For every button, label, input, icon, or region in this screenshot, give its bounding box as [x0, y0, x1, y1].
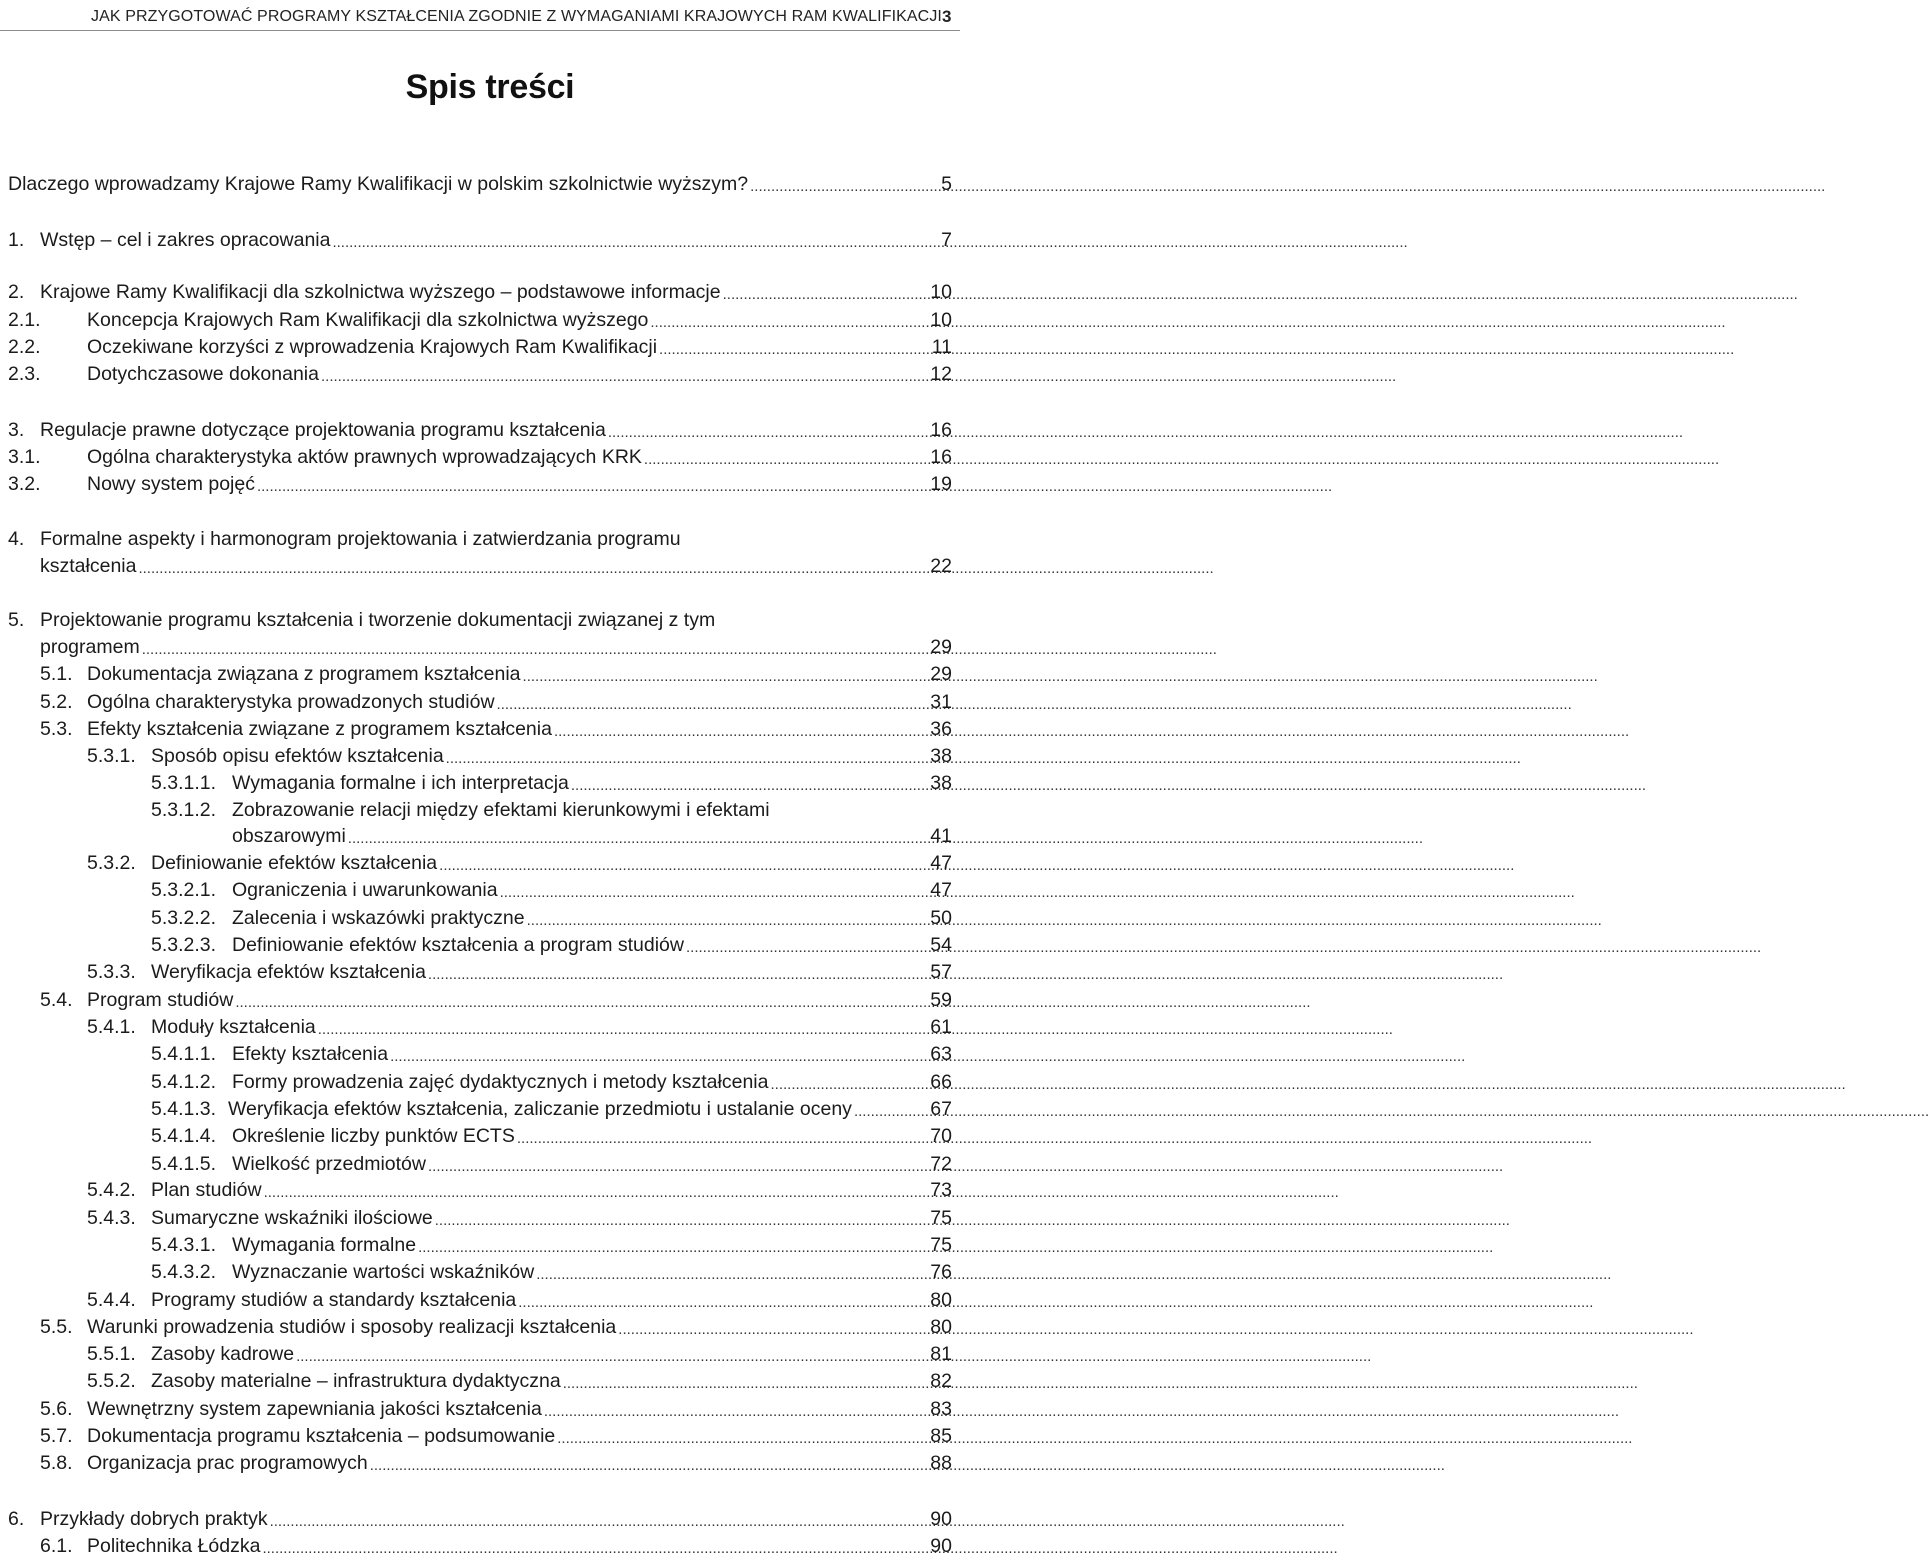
toc-dot-leader	[270, 1512, 930, 1532]
toc-entry-title: obszarowymi	[232, 825, 346, 847]
toc-entry-title: Ogólna charakterystyka prowadzonych studiów	[87, 691, 495, 713]
toc-entry-page: 66	[930, 1071, 952, 1093]
toc-entry[interactable]	[40, 1533, 952, 1559]
toc-entry[interactable]	[40, 1396, 952, 1422]
toc-dot-leader	[644, 450, 929, 470]
toc-entry-page: 80	[930, 1316, 952, 1338]
toc-entry-page: 76	[930, 1261, 952, 1283]
toc-entry-page: 88	[930, 1452, 952, 1474]
toc-dot-leader	[544, 1402, 929, 1422]
toc-entry[interactable]	[8, 361, 952, 387]
toc-entry-number: 5.3.2.2.	[151, 907, 217, 929]
toc-entry-title: Dokumentacja związana z programem kształcenia	[87, 663, 521, 685]
toc-dot-leader	[571, 776, 929, 796]
toc-entry-number: 3.2.	[8, 473, 41, 495]
toc-entry-number: 5.4.4.	[87, 1289, 136, 1311]
toc-entry[interactable]	[151, 1232, 952, 1258]
toc-entry[interactable]	[151, 1123, 952, 1149]
toc-entry-title: Regulacje prawne dotyczące projektowania programu kształcenia	[40, 419, 606, 441]
toc-entry-page: 81	[930, 1343, 952, 1365]
toc-entry-number: 5.8.	[40, 1452, 73, 1474]
toc-dot-leader	[296, 1347, 929, 1367]
toc-entry-title: Ogólna charakterystyka aktów prawnych wprowadzających KRK	[87, 446, 642, 468]
toc-entry-title: Programy studiów a standardy kształcenia	[151, 1289, 517, 1311]
toc-entry-title: Dotychczasowe dokonania	[87, 363, 319, 385]
toc-entry-page: 31	[930, 691, 952, 713]
toc-entry-number: 5.3.1.	[87, 745, 136, 767]
toc-entry[interactable]	[87, 1287, 952, 1313]
toc-entry-number: 5.4.3.1.	[151, 1234, 217, 1256]
toc-entry-title: Politechnika Łódzka	[87, 1535, 261, 1557]
toc-entry-page: 54	[930, 934, 952, 956]
toc-entry-page: 10	[930, 309, 952, 331]
toc-entry-page: 36	[930, 718, 952, 740]
toc-entry-page: 47	[930, 852, 952, 874]
toc-entry-number: 5.4.1.4.	[151, 1125, 217, 1147]
toc-entry-title: Efekty kształcenia związane z programem kształcenia	[87, 718, 552, 740]
toc-entry[interactable]	[8, 307, 952, 333]
toc-entry[interactable]	[87, 959, 952, 985]
toc-entry-number: 5.3.3.	[87, 961, 136, 983]
toc-entry-number: 5.4.2.	[87, 1179, 136, 1201]
toc-entry-number: 5.3.2.3.	[151, 934, 217, 956]
toc-entry-number: 5.5.	[40, 1316, 73, 1338]
toc-entry-title: Moduły kształcenia	[151, 1016, 316, 1038]
toc-entry-number: 5.4.3.	[87, 1207, 136, 1229]
toc-entry-number: 5.5.1.	[87, 1343, 136, 1365]
toc-entry-page: 10	[930, 281, 952, 303]
toc-entry-title: Wielkość przedmiotów	[232, 1153, 426, 1175]
toc-entry-title: Formalne aspekty i harmonogram projektowania i zatwierdzania programu	[40, 528, 681, 550]
toc-entry[interactable]	[151, 1069, 952, 1095]
toc-entry-title: Koncepcja Krajowych Ram Kwalifikacji dla szkolnictwa wyższego	[87, 309, 649, 331]
toc-entry-page: 38	[930, 772, 952, 794]
toc-dot-leader	[264, 1183, 930, 1203]
toc-entry-title: Sposób opisu efektów kształcenia	[151, 745, 444, 767]
toc-entry[interactable]	[151, 770, 952, 796]
toc-dot-leader	[686, 938, 929, 958]
toc-dot-leader	[750, 177, 940, 197]
toc-entry-number: 2.3.	[8, 363, 41, 385]
toc-dot-leader	[557, 1429, 929, 1449]
toc-entry-number: 5.3.2.1.	[151, 879, 217, 901]
toc-entry-number: 2.1.	[8, 309, 41, 331]
toc-entry-page: 70	[930, 1125, 952, 1147]
toc-entry-title: Określenie liczby punktów ECTS	[232, 1125, 515, 1147]
toc-entry[interactable]	[151, 877, 952, 903]
toc-dot-leader	[723, 285, 930, 305]
toc-dot-leader	[517, 1129, 929, 1149]
toc-entry-page: 7	[941, 229, 952, 251]
toc-entry-number: 2.	[8, 281, 25, 303]
toc-entry-number: 5.2.	[40, 691, 73, 713]
toc-dot-leader	[523, 667, 930, 687]
toc-entry-page: 90	[930, 1535, 952, 1557]
toc-dot-leader	[390, 1047, 929, 1067]
toc-entry-number: 5.3.2.	[87, 852, 136, 874]
toc-entry-page: 67	[930, 1098, 952, 1120]
toc-entry-title: Projektowanie programu kształcenia i tworzenie dokumentacji związanej z tym	[40, 609, 716, 631]
toc-entry-title: Sumaryczne wskaźniki ilościowe	[151, 1207, 433, 1229]
toc-entry-number: 5.4.1.5.	[151, 1153, 217, 1175]
toc-entry-number: 5.4.1.3.	[151, 1098, 217, 1120]
toc-dot-leader	[608, 423, 929, 443]
toc-dot-leader	[428, 1157, 929, 1177]
toc-dot-leader	[497, 695, 930, 715]
toc-entry-title: Organizacja prac programowych	[87, 1452, 368, 1474]
toc-entry[interactable]	[151, 905, 952, 931]
toc-entry-page: 29	[930, 663, 952, 685]
toc-entry-number: 5.4.1.	[87, 1016, 136, 1038]
toc-dot-leader	[527, 911, 930, 931]
toc-entry[interactable]	[87, 1368, 952, 1394]
toc-dot-leader	[370, 1456, 930, 1476]
toc-entry[interactable]	[8, 1506, 952, 1532]
toc-entry-page: 75	[930, 1234, 952, 1256]
toc-dot-leader	[257, 477, 929, 497]
toc-entry[interactable]	[8, 471, 952, 497]
toc-entry[interactable]	[232, 823, 952, 849]
toc-entry[interactable]	[151, 1041, 952, 1067]
running-title: JAK PRZYGOTOWAĆ PROGRAMY KSZTAŁCENIA ZGODNIE Z WYMAGANIAMI KRAJOWYCH RAM KWALIFIKACJI	[91, 8, 942, 25]
toc-entry-page: 29	[930, 636, 952, 658]
toc-dot-leader	[518, 1293, 929, 1313]
toc-entry-page: 19	[930, 473, 952, 495]
toc-entry-number: 6.1.	[40, 1535, 73, 1557]
toc-entry-number: 5.3.1.1.	[151, 772, 217, 794]
page-title: Spis treści	[405, 68, 575, 106]
toc-entry-title: Przykłady dobrych praktyk	[40, 1508, 268, 1530]
toc-entry-title: Efekty kształcenia	[232, 1043, 389, 1065]
toc-entry[interactable]	[40, 553, 952, 579]
toc-dot-leader	[262, 1539, 929, 1559]
toc-dot-leader	[428, 965, 929, 985]
toc-entry-number: 5.5.2.	[87, 1370, 136, 1392]
toc-entry-number: 4.	[8, 528, 25, 550]
toc-entry[interactable]	[151, 1096, 952, 1122]
toc-dot-leader	[500, 883, 930, 903]
toc-dot-leader	[659, 340, 931, 360]
toc-entry[interactable]	[40, 1423, 952, 1449]
toc-entry-title: Definiowanie efektów kształcenia a program studiów	[232, 934, 684, 956]
toc-entry-page: 16	[930, 419, 952, 441]
toc-entry-number: 5.7.	[40, 1425, 73, 1447]
toc-entry-title: Wyznaczanie wartości wskaźników	[232, 1261, 535, 1283]
toc-entry[interactable]	[40, 1450, 952, 1476]
toc-entry-page: 57	[930, 961, 952, 983]
toc-entry-number: 5.4.1.2.	[151, 1071, 217, 1093]
toc-dot-leader	[618, 1320, 929, 1340]
toc-entry-number: 1.	[8, 229, 25, 251]
toc-entry[interactable]	[87, 1341, 952, 1367]
toc-entry-page: 72	[930, 1153, 952, 1175]
toc-entry-page: 73	[930, 1179, 952, 1201]
toc-entry[interactable]	[87, 1205, 952, 1231]
toc-entry[interactable]	[8, 334, 952, 360]
toc-dot-leader	[446, 749, 930, 769]
toc-entry-number: 3.	[8, 419, 25, 441]
toc-dot-leader	[854, 1102, 929, 1122]
toc-entry-number: 5.4.1.1.	[151, 1043, 217, 1065]
toc-entry-page: 5	[941, 173, 952, 195]
toc-entry-page: 90	[930, 1508, 952, 1530]
toc-entry[interactable]	[8, 417, 952, 443]
toc-entry-title: Zasoby materialne – infrastruktura dydaktyczna	[151, 1370, 561, 1392]
toc-entry[interactable]	[151, 1259, 952, 1285]
toc-dot-leader	[563, 1374, 930, 1394]
toc-entry[interactable]	[87, 1014, 952, 1040]
toc-entry-page: 38	[930, 745, 952, 767]
toc-entry-page: 22	[930, 555, 952, 577]
toc-entry-number: 5.1.	[40, 663, 73, 685]
toc-entry[interactable]	[87, 850, 952, 876]
toc-entry[interactable]	[8, 171, 952, 197]
toc-entry-title: Ograniczenia i uwarunkowania	[232, 879, 498, 901]
toc-entry-number: 5.4.3.2.	[151, 1261, 217, 1283]
toc-dot-leader	[142, 640, 930, 660]
toc-entry-title: Formy prowadzenia zajęć dydaktycznych i metody kształcenia	[232, 1071, 769, 1093]
toc-entry-number: 5.4.	[40, 989, 73, 1011]
toc-dot-leader	[235, 993, 929, 1013]
toc-entry-page: 16	[930, 446, 952, 468]
toc-entry-title: Wstęp – cel i zakres opracowania	[40, 229, 331, 251]
toc-entry[interactable]	[8, 444, 952, 470]
toc-entry[interactable]	[151, 932, 952, 958]
toc-entry[interactable]	[87, 743, 952, 769]
toc-dot-leader	[321, 367, 929, 387]
toc-entry-title: Dlaczego wprowadzamy Krajowe Ramy Kwalifikacji w polskim szkolnictwie wyższym?	[8, 173, 749, 195]
toc-entry-title: programem	[40, 636, 140, 658]
toc-entry-title: Zalecenia i wskazówki praktyczne	[232, 907, 525, 929]
toc-entry[interactable]	[40, 987, 952, 1013]
toc-entry-title: Krajowe Ramy Kwalifikacji dla szkolnictwa wyższego – podstawowe informacje	[40, 281, 721, 303]
toc-entry[interactable]	[8, 526, 681, 552]
toc-dot-leader	[138, 559, 929, 579]
toc-dot-leader	[536, 1265, 929, 1285]
toc-entry-page: 61	[930, 1016, 952, 1038]
toc-entry-title: Zasoby kadrowe	[151, 1343, 295, 1365]
toc-entry-title: Wewnętrzny system zapewniania jakości kształcenia	[87, 1398, 542, 1420]
toc-entry-title: kształcenia	[40, 555, 137, 577]
toc-entry-title: Zobrazowanie relacji między efektami kierunkowymi i efektami	[232, 799, 770, 821]
toc-entry-page: 41	[930, 825, 952, 847]
toc-entry-title: Oczekiwane korzyści z wprowadzenia Krajowych Ram Kwalifikacji	[87, 336, 658, 358]
toc-entry-title: Plan studiów	[151, 1179, 262, 1201]
toc-entry[interactable]	[8, 279, 952, 305]
toc-entry-number: 5.3.1.2.	[151, 799, 217, 821]
toc-dot-leader	[332, 233, 940, 253]
toc-entry-title: Wymagania formalne	[232, 1234, 417, 1256]
toc-entry-title: Warunki prowadzenia studiów i sposoby realizacji kształcenia	[87, 1316, 617, 1338]
toc-dot-leader	[318, 1020, 930, 1040]
toc-dot-leader	[770, 1075, 929, 1095]
toc-entry[interactable]	[40, 661, 952, 687]
toc-entry-title: Definiowanie efektów kształcenia	[151, 852, 438, 874]
toc-entry-title: Nowy system pojęć	[87, 473, 255, 495]
toc-entry[interactable]	[151, 797, 770, 823]
toc-entry-page: 85	[930, 1425, 952, 1447]
page-number: 3	[942, 7, 952, 26]
toc-dot-leader	[439, 856, 929, 876]
toc-dot-leader	[435, 1211, 930, 1231]
toc-entry-page: 80	[930, 1289, 952, 1311]
toc-entry[interactable]	[87, 1177, 952, 1203]
toc-entry-number: 5.6.	[40, 1398, 73, 1420]
toc-entry-title: Wymagania formalne i ich interpretacja	[232, 772, 569, 794]
toc-entry-number: 6.	[8, 1508, 25, 1530]
toc-dot-leader	[418, 1238, 929, 1258]
toc-entry-number: 3.1.	[8, 446, 41, 468]
table-of-contents	[0, 0, 960, 1564]
toc-entry-page: 50	[930, 907, 952, 929]
toc-entry-number: 2.2.	[8, 336, 41, 358]
toc-entry[interactable]	[40, 1314, 952, 1340]
toc-entry-title: Weryfikacja efektów kształcenia, zaliczanie przedmiotu i ustalanie oceny	[228, 1098, 852, 1120]
toc-entry-page: 63	[930, 1043, 952, 1065]
toc-entry-number: 5.3.	[40, 718, 73, 740]
toc-entry[interactable]	[40, 716, 952, 742]
toc-dot-leader	[554, 722, 929, 742]
toc-entry-page: 82	[930, 1370, 952, 1392]
toc-entry-number: 5.	[8, 609, 25, 631]
toc-entry-title: Dokumentacja programu kształcenia – podsumowanie	[87, 1425, 556, 1447]
toc-entry[interactable]	[40, 689, 952, 715]
toc-entry-title: Weryfikacja efektów kształcenia	[151, 961, 426, 983]
toc-entry-page: 83	[930, 1398, 952, 1420]
toc-entry-page: 47	[930, 879, 952, 901]
toc-entry-page: 59	[930, 989, 952, 1011]
toc-dot-leader	[650, 313, 929, 333]
toc-entry[interactable]	[40, 634, 952, 660]
toc-dot-leader	[348, 829, 930, 849]
toc-entry[interactable]	[151, 1151, 952, 1177]
toc-entry[interactable]	[8, 227, 952, 253]
toc-entry-page: 11	[931, 336, 952, 358]
toc-entry[interactable]	[8, 607, 715, 633]
toc-entry-page: 12	[930, 363, 952, 385]
toc-entry-title: Program studiów	[87, 989, 234, 1011]
toc-entry-page: 75	[930, 1207, 952, 1229]
